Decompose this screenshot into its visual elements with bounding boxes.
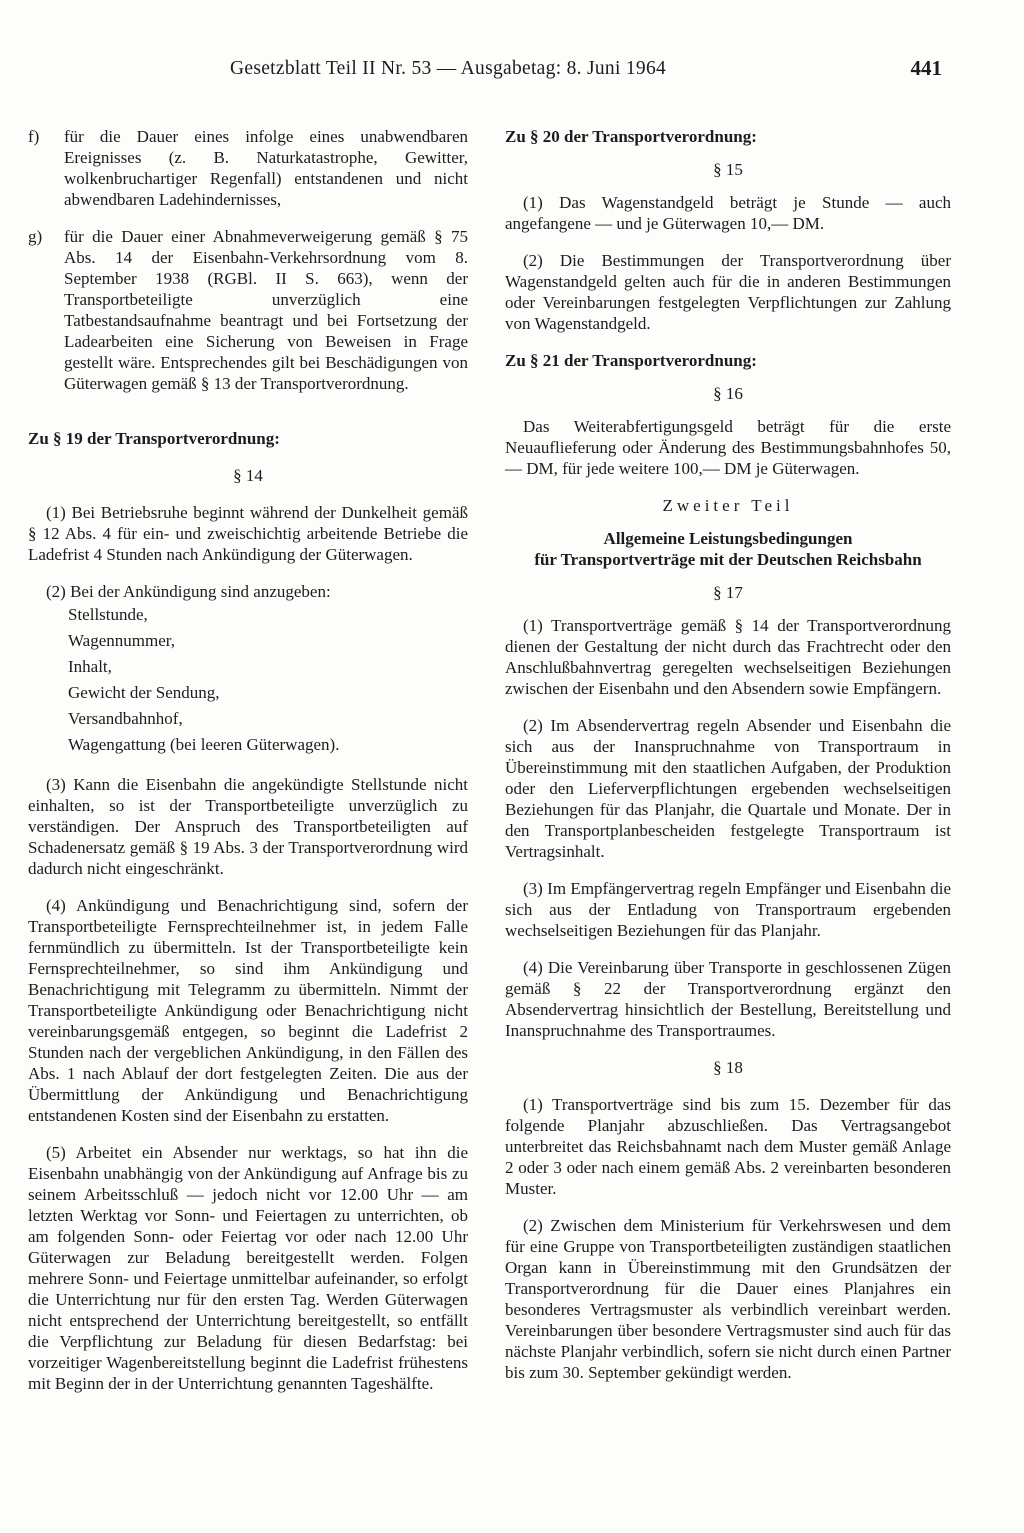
paragraph-number-17: § 17 xyxy=(713,583,743,602)
section-heading-20: Zu § 20 der Transportverordnung: xyxy=(505,127,757,146)
paragraph-17-3: (3) Im Empfängervertrag regeln Empfänger und Eisenbahn die sich aus der Entladung von Transportraum ergebenden wechselseitigen Beziehungen für das Planjahr. xyxy=(505,879,951,940)
header-title: Gesetzblatt Teil II Nr. 53 — Ausgabetag: 8. Juni 1964 xyxy=(230,58,667,79)
section-heading-21: Zu § 21 der Transportverordnung: xyxy=(505,351,757,370)
paragraph-16: Das Weiterabfertigungsgeld beträgt für die erste Neuauflieferung oder Änderung des Bestimmungsbahnhofes 50,— DM, für jede weitere 100,— DM je Güterwagen. xyxy=(505,417,951,478)
list-text: für die Dauer einer Abnahmeverweigerung gemäß § 75 Abs. 14 der Eisenbahn-Verkehrsordnung vom 8. September 1938 (RGBl. II S. 663), wenn der Transportbeteiligte unverzüglich eine Tatbestandsaufnahme beantragt und bei Fortsetzung der Ladearbeiten eine Sicherung von Beweisen in Frage gestellt wäre. Entsprechendes gilt bei Beschädigungen von Güterwagen gemäß § 13 der Transportverordnung. xyxy=(64,227,468,393)
list-item-f xyxy=(28,126,468,210)
part-title: Zweiter Teil xyxy=(662,496,794,515)
paragraph-18-2: (2) Zwischen dem Ministerium für Verkehrswesen und dem für eine Gruppe von Transportbeteiligten zuständigen staatlichen Organ kann in Übereinstimmung mit den Grundsätzen der Transportverordnung für die Dauer eines Planjahres ein besonderes Vertragsmuster als verbindlich vereinbart werden. Vereinbarungen über besondere Vertragsmuster sind auch für das nächste Planjahr verbindlich, sofern sie nicht durch einen Partner bis zum 30. September gekündigt werden. xyxy=(505,1216,951,1382)
list-item: Gewicht der Sendung, xyxy=(68,683,220,702)
paragraph-14-5: (5) Arbeitet ein Absender nur werktags, so hat ihn die Eisenbahn unabhängig von der Ankündigung auf Anfrage bis zu seinem Arbeitsschluß — jedoch nicht vor 12.00 Uhr — am letzten Werktag vor Sonn- und Feiertagen zu unterrichten, ob am folgenden Sonn- oder Feiertag vor oder nach 12.00 Uhr Güterwagen zur Beladung bereitgestellt werden. Folgen mehrere Sonn- und Feiertage unmittelbar aufeinander, so erfolgt die Unterrichtung nur für den ersten Tag. Werden Güterwagen nicht entsprechend der Unterrichtung bereitgestellt, so entfällt die Verpflichtung zur Beladung für diesen Bedarfstag: bei vorzeitiger Wagenbereitstellung beginnt die Ladefrist frühestens mit Beginn der in der Unterrichtung genannten Tageshälfte. xyxy=(28,1143,468,1393)
right-column xyxy=(505,126,951,1383)
paragraph-number-16: § 16 xyxy=(713,384,743,403)
required-info-list xyxy=(28,602,468,758)
paragraph-number-14: § 14 xyxy=(233,466,263,485)
list-marker: f) xyxy=(28,127,40,146)
paragraph-18-1: (1) Transportverträge sind bis zum 15. Dezember für das folgende Planjahr abzuschließen. Das Vertragsangebot unterbreitet das Reichsbahnamt nach dem Muster gemäß Anlage 2 oder 3 oder nach einem gemäß Abs. 2 vereinbarten besonderen Muster. xyxy=(505,1095,951,1198)
paragraph-17-1: (1) Transportverträge gemäß § 14 der Transportverordnung dienen der Gestaltung der nicht durch das Frachtrecht oder den Anschlußbahnvertrag geregelten wechselseitigen Beziehungen zwischen der Eisenbahn und den Absendern sowie Empfängern. xyxy=(505,616,951,698)
page-number: 441 xyxy=(910,56,942,80)
part-heading-line-1: Allgemeine Leistungsbedingungen xyxy=(603,529,853,548)
list-item-g xyxy=(28,226,468,394)
paragraph-14-2-intro: (2) Bei der Ankündigung sind anzugeben: xyxy=(46,582,331,601)
part-heading-line-2: für Transportverträge mit der Deutschen Reichsbahn xyxy=(534,550,922,569)
left-column xyxy=(28,126,468,1394)
list-text: für die Dauer eines infolge eines unabwendbaren Ereignisses (z. B. Naturkatastrophe, Gewitter, wolkenbruchartiger Regenfall) entstandenen und nicht abwendbaren Ladehindernisses, xyxy=(64,127,468,209)
paragraph-number-18: § 18 xyxy=(713,1058,743,1077)
paragraph-14-3: (3) Kann die Eisenbahn die angekündigte Stellstunde nicht einhalten, so ist der Transportbeteiligte unverzüglich zu verständigen. Der Anspruch des Transportbeteiligten auf Schadenersatz gemäß § 19 Abs. 3 der Transportverordnung wird dadurch nicht eingeschränkt. xyxy=(28,775,468,878)
paragraph-number-15: § 15 xyxy=(713,160,743,179)
page-header xyxy=(230,58,964,94)
paragraph-14-4: (4) Ankündigung und Benachrichtigung sind, sofern der Transportbeteiligte Fernsprechteilnehmer ist, in jedem Falle fernmündlich zu übermitteln. Ist der Transportbeteiligte kein Fernsprechteilnehmer, so sind ihm Ankündigung und Benachrichtigung mit Telegramm zu übermitteln. Nimmt der Transportbeteiligte Ankündigung oder Benachrichtigung nicht vereinbarungsgemäß entgegen, so beginnt die Ladefrist 2 Stunden nach der vergeblichen Ankündigung, in den Fällen des Abs. 1 nach Ablauf der dort festgelegten Zeiten. Die aus der Übermittlung der Ankündigung und Benachrichtigung entstandenen Kosten sind der Eisenbahn zu erstatten. xyxy=(28,896,468,1125)
list-item: Stellstunde, xyxy=(68,605,148,624)
paragraph-14-1: (1) Bei Betriebsruhe beginnt während der Dunkelheit gemäß § 12 Abs. 4 für ein- und zweischichtig arbeitende Betriebe die Ladefrist 4 Stunden nach Ankündigung der Güterwagen. xyxy=(28,503,468,564)
list-item: Wagengattung (bei leeren Güterwagen). xyxy=(68,735,340,754)
paragraph-15-2: (2) Die Bestimmungen der Transportverordnung über Wagenstandgeld gelten auch für die in anderen Bestimmungen oder Vereinbarungen festgelegten Verpflichtungen zur Zahlung von Wagenstandgeld. xyxy=(505,251,951,333)
paragraph-17-2: (2) Im Absendervertrag regeln Absender und Eisenbahn die sich aus der Inanspruchnahme von Transportraum in Übereinstimmung mit den staatlichen Aufgaben, der Produktion oder den Lieferverpflichtungen ergebenden wechselseitigen Beziehungen für das Planjahr, die Quartale und Monate. Der in den Transportplanbescheiden festgelegte Transportraum ist Vertragsinhalt. xyxy=(505,716,951,861)
paragraph-17-4: (4) Die Vereinbarung über Transporte in geschlossenen Zügen gemäß § 22 der Transportverordnung ergänzt den Absendervertrag hinsichtlich der Bestellung, Bereitstellung und Inanspruchnahme des Transportraumes. xyxy=(505,958,951,1040)
section-heading-19: Zu § 19 der Transportverordnung: xyxy=(28,429,280,448)
list-item: Versandbahnhof, xyxy=(68,709,183,728)
list-marker: g) xyxy=(28,227,43,246)
list-item: Inhalt, xyxy=(68,657,112,676)
paragraph-15-1: (1) Das Wagenstandgeld beträgt je Stunde — auch angefangene — und je Güterwagen 10,— DM. xyxy=(505,193,951,233)
list-item: Wagennummer, xyxy=(68,631,175,650)
